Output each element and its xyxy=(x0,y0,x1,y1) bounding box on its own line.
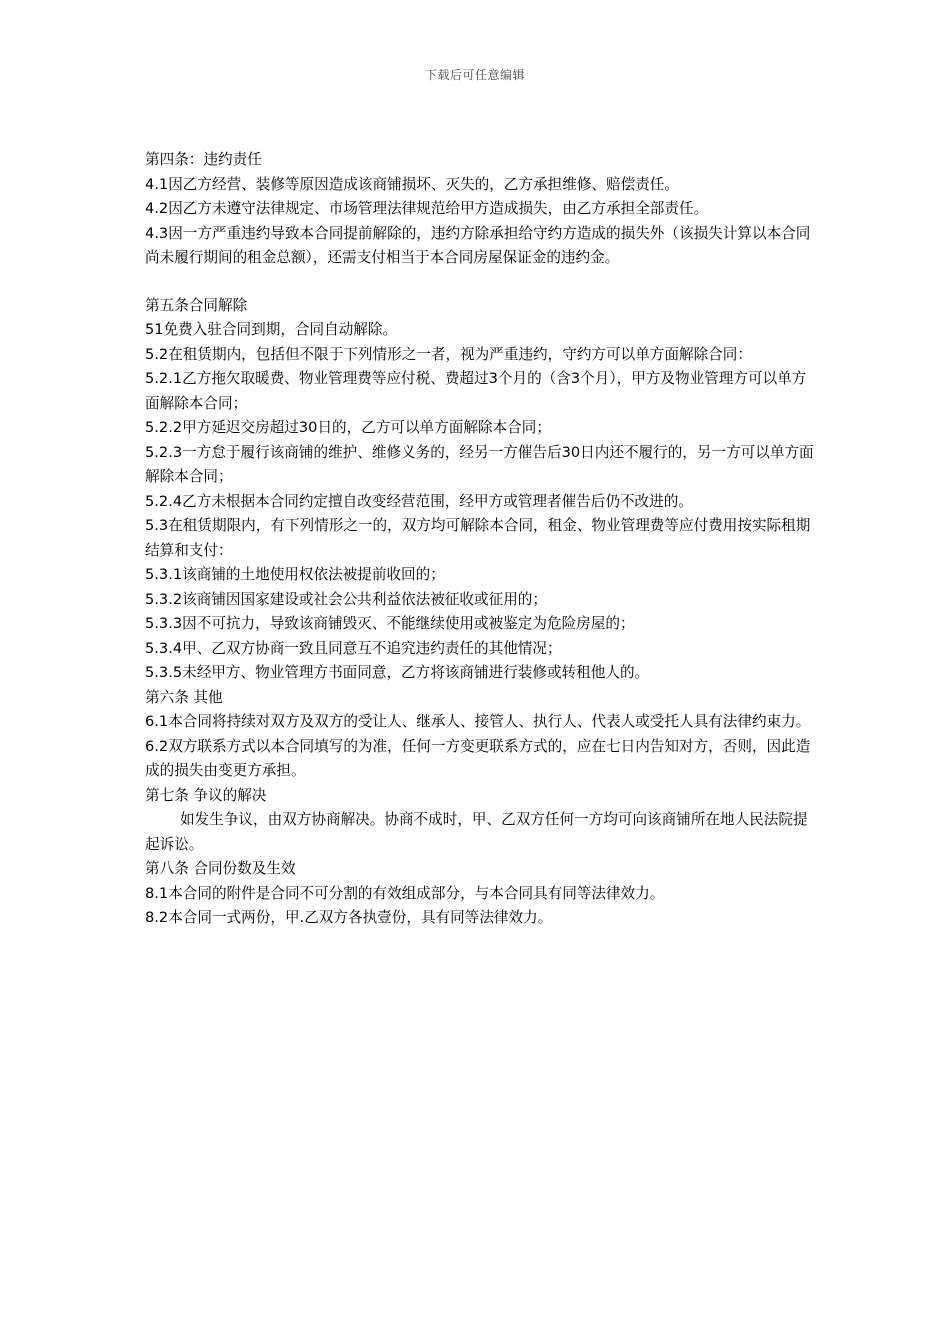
section-6-title: 第六条 其他 xyxy=(145,688,223,706)
clause-8-1: 8.1本合同的附件是合同不可分割的有效组成部分，与本合同具有同等法律效力。 xyxy=(145,884,665,902)
clause-5-3-4: 5.3.4甲、乙双方协商一致且同意互不追究违约责任的其他情况； xyxy=(145,639,562,657)
section-5-title: 第五条合同解除 xyxy=(145,296,248,314)
section-4-title: 第四条：违约责任 xyxy=(145,151,262,168)
section-gap xyxy=(145,271,817,294)
clause-4-2: 4.2因乙方未遵守法律规定、市场管理法律规范给甲方造成损失，由乙方承担全部责任。 xyxy=(145,200,709,217)
clause-5-2-3: 5.2.3一方怠于履行该商铺的维护、维修义务的，经另一方催告后30日内还不履行的，另一方可以单方面解除本合同； xyxy=(145,443,814,485)
clause-7-text: 如发生争议，由双方协商解决。协商不成时，甲、乙双方任何一方均可向该商铺所在地人民法院提起诉讼。 xyxy=(145,811,808,853)
clause-5-3: 5.3在租赁期限内，有下列情形之一的，双方均可解除本合同，租金、物业管理费等应付费用按实际租期结算和支付： xyxy=(145,517,811,559)
clause-5-2: 5.2在租赁期内，包括但不限于下列情形之一者，视为严重违约，守约方可以单方面解除合同： xyxy=(145,345,752,363)
header-note: 下载后可任意编辑 xyxy=(424,68,525,82)
clause-5-3-5: 5.3.5未经甲方、物业管理方书面同意，乙方将该商铺进行装修或转租他人的。 xyxy=(145,664,650,681)
clause-4-3: 4.3因一方严重违约导致本合同提前解除的，违约方除承担给守约方造成的损失外（该损失计算以本合同尚未履行期间的租金总额），还需支付相当于本合同房屋保证金的违约金。 xyxy=(145,224,811,266)
section-8-title: 第八条 合同份数及生效 xyxy=(145,860,296,877)
clause-5-3-2: 5.3.2该商铺因国家建设或社会公共利益依法被征收或征用的； xyxy=(145,590,547,608)
clause-5-2-4: 5.2.4乙方未根据本合同约定擅自改变经营范围，经甲方或管理者催告后仍不改进的。 xyxy=(145,492,693,510)
clause-5-2-2: 5.2.2甲方延迟交房超过30日的，乙方可以单方面解除本合同； xyxy=(145,419,551,436)
clause-5-1: 51免费入驻合同到期，合同自动解除。 xyxy=(145,321,398,338)
clause-5-3-1: 5.3.1该商铺的土地使用权依法被提前收回的； xyxy=(145,566,445,583)
clause-6-1: 6.1本合同将持续对双方及双方的受让人、继承人、接管人、执行人、代表人或受托人具有法律约束力。 xyxy=(145,713,811,730)
document-body xyxy=(145,148,817,931)
clause-5-2-1: 5.2.1乙方拖欠取暖费、物业管理费等应付税、费超过3个月的（含3个月），甲方及物业管理方可以单方面解除本合同； xyxy=(145,370,807,412)
clause-5-3-3: 5.3.3因不可抗力，导致该商铺毁灭、不能继续使用或被鉴定为危险房屋的； xyxy=(145,615,635,632)
clause-8-2: 8.2本合同一式两份，甲.乙双方各执壹份，具有同等法律效力。 xyxy=(145,909,553,926)
clause-4-1: 4.1因乙方经营、装修等原因造成该商铺损坏、灭失的，乙方承担维修、赔偿责任。 xyxy=(145,175,679,193)
clause-6-2: 6.2双方联系方式以本合同填写的为准，任何一方变更联系方式的，应在七日内告知对方，否则，因此造成的损失由变更方承担。 xyxy=(145,737,811,779)
section-7-title: 第七条 争议的解决 xyxy=(145,786,267,804)
